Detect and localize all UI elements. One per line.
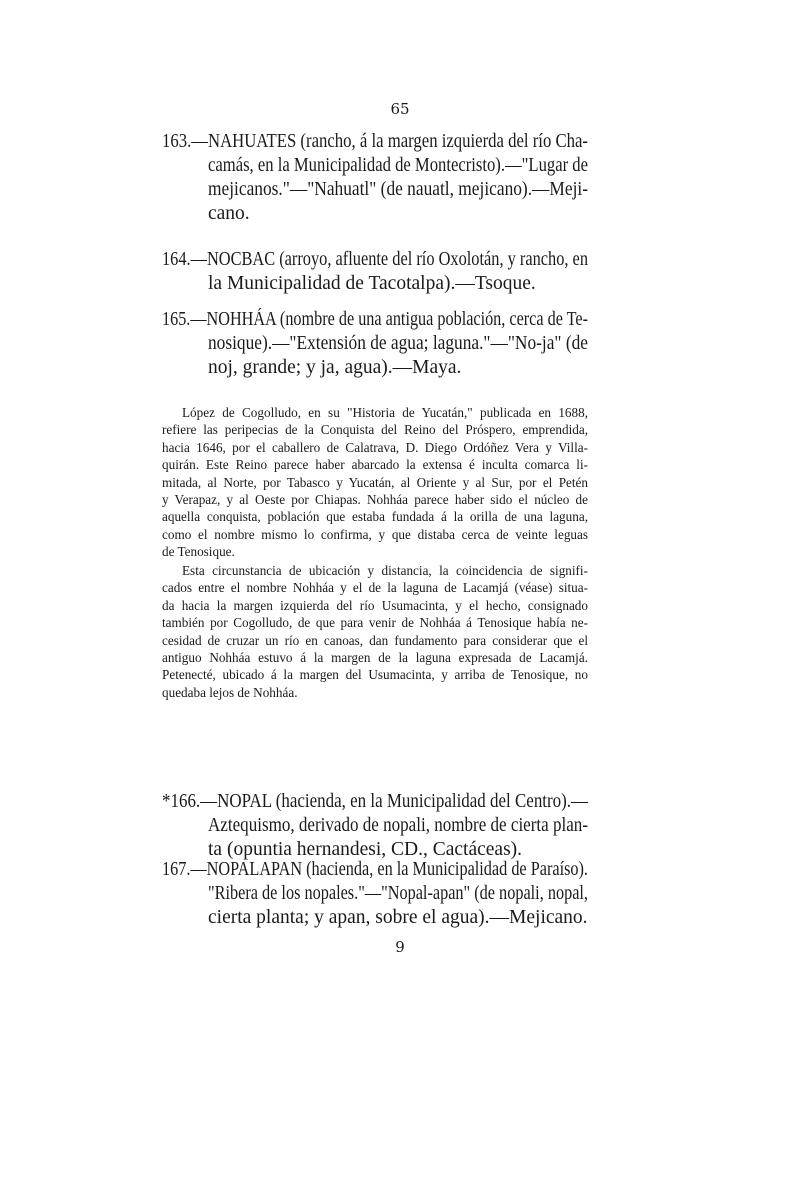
signature-mark: 9 <box>395 938 405 956</box>
note-line: da hacia la margen izquierda del río Usumacinta, y el hecho, consignado <box>162 597 588 613</box>
entry-line: noj, grande; y ja, agua).—Maya. <box>208 357 462 378</box>
entry-line: "Ribera de los nopales."—"Nopal-apan" (de nopali, nopal, <box>208 883 588 904</box>
note-line: cados entre el nombre Nohháa y el de la laguna de Lacamjá (véase) situa- <box>162 580 588 596</box>
entry-line: *166.—NOPAL (hacienda, en la Municipalidad del Centro).— <box>162 791 588 812</box>
entry-line: 165.—NOHHÁA (nombre de una antigua población, cerca de Te- <box>162 309 588 330</box>
note-line: aquella conquista, población que estaba fundada á la orilla de una laguna, <box>162 509 588 525</box>
note-paragraph-1 <box>162 404 588 561</box>
entry-line: cano. <box>208 203 250 224</box>
entry-line: Aztequismo, derivado de nopali, nombre de cierta plan- <box>208 815 588 836</box>
entry-line: 163.—NAHUATES (rancho, á la margen izquierda del río Cha- <box>162 131 588 152</box>
note-line: Petenecté, ubicado á la margen del Usumacinta, y arriba de Tenosique, no <box>162 667 588 683</box>
entry-line: nosique).—"Extensión de agua; laguna."—"No-ja" (de <box>208 333 588 354</box>
note-line: quirán. Este Reino parece haber abarcado la extensa é inculta comarca li- <box>162 457 588 473</box>
note-line: mitada, al Norte, por Tabasco y Yucatán, al Oriente y al Sur, por el Petén <box>162 474 588 490</box>
entry-line: ta (opuntia hernandesi, CD., Cactáceas). <box>208 839 523 860</box>
note-line: Esta circunstancia de ubicación y distancia, la coincidencia de signifi- <box>182 563 588 578</box>
entry-165 <box>162 308 588 380</box>
note-line: refiere las peripecias de la Conquista del Reino del Próspero, emprendida, <box>162 422 588 438</box>
note-line: y Verapaz, y al Oeste por Chiapas. Nohháa parece haber sido el núcleo de <box>162 492 588 508</box>
note-line: quedaba lejos de Nohháa. <box>162 684 298 700</box>
note-line: antiguo Nohháa estuvo á la margen de la laguna expresada de Lacamjá. <box>162 650 588 666</box>
note-line: López de Cogolludo, en su "Historia de Yucatán," publicada en 1688, <box>182 405 588 420</box>
entry-line: 164.—NOCBAC (arroyo, afluente del río Oxolotán, y rancho, en <box>162 249 588 270</box>
entry-163 <box>162 130 588 226</box>
note-line: como el nombre mismo lo confirma, y que distaba cerca de veinte leguas <box>162 526 588 542</box>
entry-line: mejicanos."—"Nahuatl" (de nauatl, mejicano).—Meji- <box>208 179 588 200</box>
note-line: hacia 1646, por el caballero de Calatrava, D. Diego Ordóñez Vera y Villa- <box>162 439 588 455</box>
note-paragraph-2 <box>162 562 588 701</box>
page-number: 65 <box>390 100 410 118</box>
note-line: cesidad de cruzar un río en canoas, dan fundamento para considerar que el <box>162 632 588 648</box>
entry-line: la Municipalidad de Tacotalpa).—Tsoque. <box>208 273 536 294</box>
entry-166 <box>162 790 588 862</box>
entry-line: cierta planta; y apan, sobre el agua).—Mejicano. <box>208 907 588 928</box>
entry-164 <box>162 248 588 296</box>
note-line: también por Cogolludo, de que para venir de Nohháa á Tenosique había ne- <box>162 615 588 631</box>
note-line: de Tenosique. <box>162 544 235 560</box>
entry-line: camás, en la Municipalidad de Montecristo).—"Lugar de <box>208 155 588 176</box>
entry-line: 167.—NOPALAPAN (hacienda, en la Municipalidad de Paraíso). <box>162 859 588 880</box>
entry-167 <box>162 858 588 930</box>
